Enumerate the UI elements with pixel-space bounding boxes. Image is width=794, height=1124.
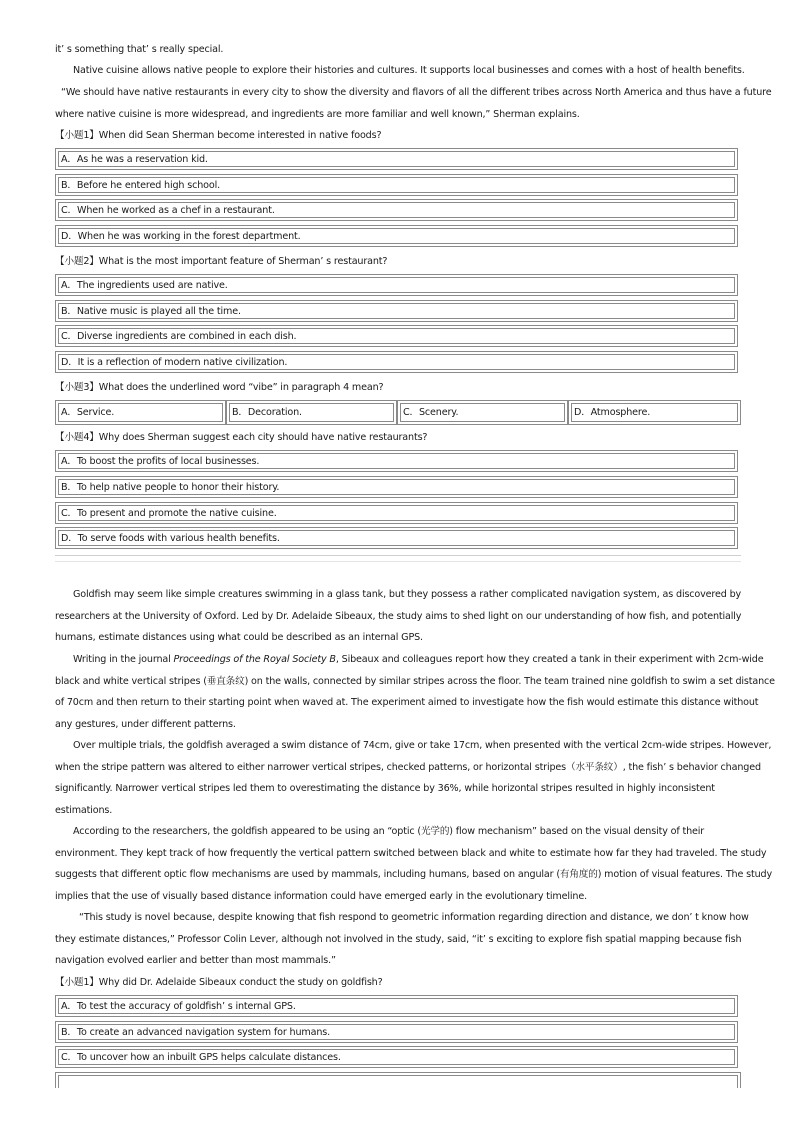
answer-option[interactable] [55, 274, 738, 296]
passage-line: “We should have native restaurants in every city to show the diversity and flavors of all the different tribes across North America and thus have a future [61, 87, 772, 98]
answer-option[interactable] [55, 1021, 738, 1043]
passage-line: significantly. Narrower vertical stripes led them to overestimating the distance by 36%, while horizontal stripes resulted in highly inconsistent [55, 783, 715, 794]
option-label: C．Diverse ingredients are combined in each dish. [58, 328, 735, 344]
passage-line: any gestures, under different patterns. [55, 719, 236, 730]
question-stem: 【小题3】What does the underlined word “vibe” in paragraph 4 mean? [55, 382, 384, 393]
passage-line: they estimate distances,” Professor Colin Lever, although not involved in the study, said, “it’ s exciting to explore fish spatial mapping because fish [55, 934, 742, 945]
answer-option[interactable] [55, 351, 738, 373]
passage-line: implies that the use of visually based distance information could have emerged early in the evolutionary timeline. [55, 891, 587, 902]
option-label: A．To boost the profits of local businesses. [58, 453, 735, 469]
passage-line: it’ s something that’ s really special. [55, 44, 224, 55]
passage-line: Over multiple trials, the goldfish averaged a swim distance of 74cm, give or take 17cm, when presented with the vertical 2cm-wide stripes. However, [73, 740, 772, 751]
option-label: D．Atmosphere. [571, 403, 738, 422]
passage-line: suggests that different optic flow mechanisms are used by mammals, including humans, based on angular (有角度的) motion of visual features. The study [55, 869, 772, 880]
option-label: A．As he was a reservation kid. [58, 151, 735, 167]
passage-line: According to the researchers, the goldfish appeared to be using an “optic (光学的) flow mechanism” based on the visual density of their [73, 826, 705, 837]
option-label: D．When he was working in the forest department. [58, 228, 735, 244]
answer-option[interactable] [226, 400, 397, 425]
option-label: C．To present and promote the native cuisine. [58, 505, 735, 521]
answer-option[interactable] [397, 400, 568, 425]
passage-line: navigation evolved earlier and better than most mammals.” [55, 955, 336, 966]
section-divider [55, 561, 741, 562]
journal-title: Proceedings of the Royal Society B [173, 654, 336, 665]
text-span: , Sibeaux and colleagues report how they created a tank in their experiment with 2cm-wide [335, 654, 764, 665]
question-stem: 【小题1】When did Sean Sherman become interested in native foods? [55, 130, 382, 141]
passage-line: black and white vertical stripes (垂直条纹) on the walls, connected by similar stripes across the floor. The team trained nine goldfish to swim a set distance [55, 676, 775, 687]
question-stem: 【小题4】Why does Sherman suggest each city should have native restaurants? [55, 432, 428, 443]
option-label: C．When he worked as a chef in a restaurant. [58, 202, 735, 218]
passage-line: humans, estimate distances using what could be described as an internal GPS. [55, 632, 423, 643]
option-label: B．To help native people to honor their history. [58, 479, 735, 495]
answer-option[interactable] [55, 476, 738, 498]
passage-line: of 70cm and then return to their starting point when waved at. The experiment aimed to investigate how the fish would estimate this distance without [55, 697, 759, 708]
question-stem: 【小题1】Why did Dr. Adelaide Sibeaux conduct the study on goldfish? [55, 977, 383, 988]
passage-line: estimations. [55, 805, 113, 816]
answer-option[interactable] [55, 225, 738, 247]
answer-option[interactable] [55, 995, 738, 1017]
option-label: B．Before he entered high school. [58, 177, 735, 193]
passage-line [55, 653, 764, 667]
option-label: B．Native music is played all the time. [58, 303, 735, 319]
passage-line: when the stripe pattern was altered to either narrower vertical stripes, checked patterns, or horizontal stripes（水平条纹）, the fish’ s behavior changed [55, 762, 761, 773]
answer-option[interactable] [55, 325, 738, 347]
answer-option-cutoff [55, 1072, 741, 1088]
answer-option[interactable] [55, 174, 738, 196]
option-label: A．The ingredients used are native. [58, 277, 735, 293]
answer-option[interactable] [55, 400, 226, 425]
option-label: A．Service. [58, 403, 223, 422]
option-label: B．To create an advanced navigation system for humans. [58, 1024, 735, 1040]
passage-line: Goldfish may seem like simple creatures swimming in a glass tank, but they possess a rather complicated navigation system, as discovered by [73, 589, 742, 600]
answer-option[interactable] [55, 300, 738, 322]
option-label: B．Decoration. [229, 403, 394, 422]
answer-option[interactable] [55, 450, 738, 472]
answer-option[interactable] [55, 527, 738, 549]
option-label: D．To serve foods with various health benefits. [58, 530, 735, 546]
passage-line: where native cuisine is more widespread, and ingredients are more familiar and well known,” Sherman explains. [55, 109, 580, 120]
option-label: C．Scenery. [400, 403, 565, 422]
answer-option[interactable] [55, 1046, 738, 1068]
option-label: A．To test the accuracy of goldfish’ s internal GPS. [58, 998, 735, 1014]
passage-line: environment. They kept track of how frequently the vertical pattern switched between black and white to estimate how far they had traveled. The study [55, 848, 767, 859]
passage-line: Native cuisine allows native people to explore their histories and cultures. It supports local businesses and comes with a host of health benefits. [73, 65, 745, 76]
answer-option[interactable] [55, 502, 738, 524]
text-span: Writing in the journal [73, 654, 174, 665]
passage-line: researchers at the University of Oxford. Led by Dr. Adelaide Sibeaux, the study aims to shed light on our understanding of how fish, and potentially [55, 611, 742, 622]
answer-option[interactable] [55, 199, 738, 221]
answer-option[interactable] [568, 400, 741, 425]
option-row [55, 400, 741, 425]
option-label: D．It is a reflection of modern native civilization. [58, 354, 735, 370]
question-stem: 【小题2】What is the most important feature of Sherman’ s restaurant? [55, 256, 388, 267]
option-label: C．To uncover how an inbuilt GPS helps calculate distances. [58, 1049, 735, 1065]
section-divider [55, 555, 741, 556]
answer-option[interactable] [55, 148, 738, 170]
passage-line: “This study is novel because, despite knowing that fish respond to geometric information regarding direction and distance, we don’ t know how [79, 912, 749, 923]
